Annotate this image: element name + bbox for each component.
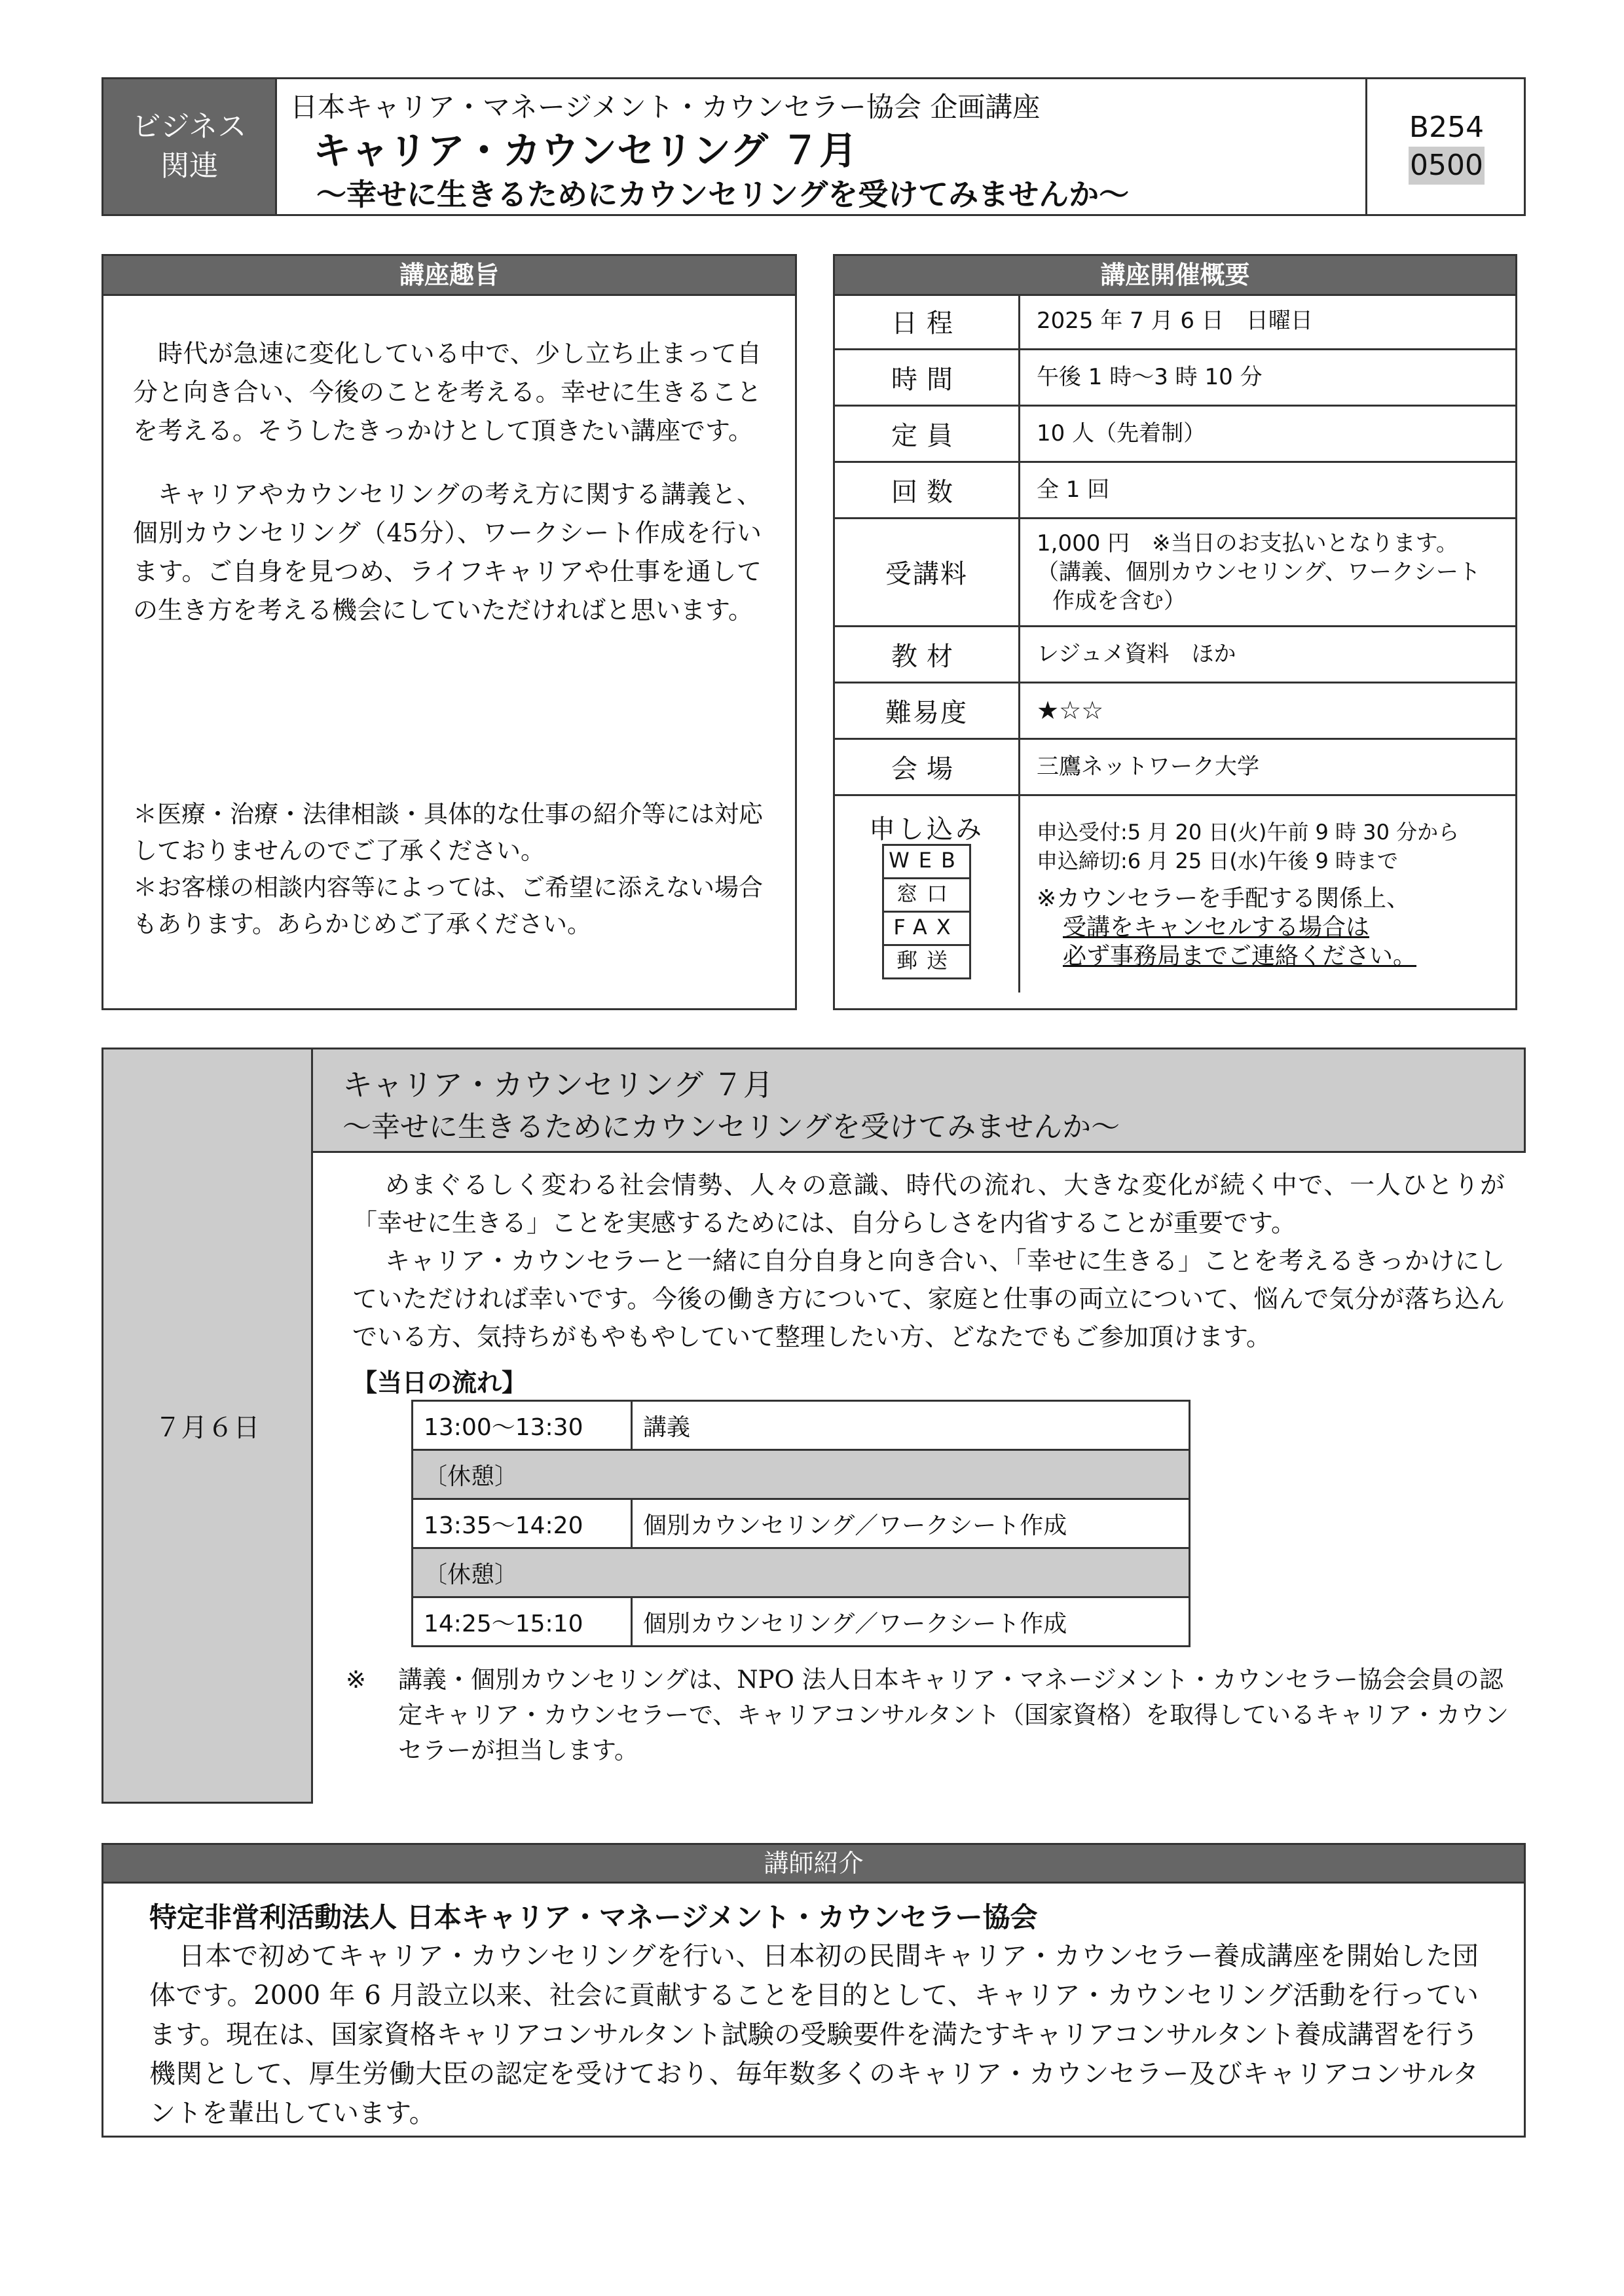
- flow-content: 個別カウンセリング／ワークシート作成: [632, 1597, 1190, 1647]
- apply-methods: [835, 809, 1018, 979]
- apply-end: 申込締切:6 月 25 日(水)午後 9 時まで: [1037, 848, 1399, 873]
- instructor-heading: 講師紹介: [103, 1845, 1524, 1884]
- flow-break: 〔休憩〕: [413, 1450, 1190, 1499]
- purpose-text: [133, 335, 762, 655]
- program-note-mark: ※: [346, 1666, 367, 1694]
- apply-method-web: WEB: [882, 844, 971, 879]
- overview-box: [833, 254, 1517, 1010]
- fee-line-1: 1,000 円 ※当日のお支払いとなります。: [1037, 530, 1458, 556]
- course-header: [101, 77, 1526, 216]
- flow-time: 14:25～15:10: [413, 1597, 632, 1647]
- overview-row-venue: [835, 738, 1515, 795]
- fee-value: [1020, 518, 1516, 626]
- apply-info: [1020, 795, 1516, 993]
- purpose-para-2: キャリアやカウンセリングの考え方に関する講義と、個別カウンセリング（45分）、ワークシート作成を行います。ご自身を見つめ、ライフキャリアや仕事を通しての生き方を考える機会にしていただければと思います。: [133, 480, 762, 625]
- flow-content: 講義: [632, 1401, 1190, 1450]
- program-title-block: [313, 1049, 1526, 1153]
- program-description: [352, 1166, 1505, 1356]
- course-code: [1367, 79, 1526, 214]
- apply-start: 申込受付:5 月 20 日(火)午前 9 時 30 分から: [1037, 819, 1460, 845]
- program-date: ７月６日: [103, 1049, 313, 1802]
- capacity-label: 定員: [835, 405, 1020, 462]
- flow-heading: 【当日の流れ】: [352, 1368, 527, 1397]
- program-body: [313, 1153, 1526, 1804]
- flow-break-row: [413, 1450, 1190, 1499]
- fee-label: 受講料: [835, 518, 1020, 626]
- apply-label: 申し込み: [869, 814, 984, 845]
- flow-row: [413, 1499, 1190, 1548]
- material-value: レジュメ資料 ほか: [1020, 626, 1516, 682]
- program-note: [346, 1662, 1511, 1768]
- sessions-label: 回数: [835, 462, 1020, 518]
- overview-row-sessions: [835, 462, 1515, 518]
- course-title: キャリア・カウンセリング ７月: [313, 128, 858, 173]
- difficulty-label: 難易度: [835, 682, 1020, 738]
- purpose-note-1: ＊医療・治療・法律相談・具体的な仕事の紹介等には対応しておりませんのでご了承ください。: [133, 800, 763, 865]
- flow-time: 13:35～14:20: [413, 1499, 632, 1548]
- program-section: [101, 1048, 1526, 1804]
- overview-row-capacity: [835, 405, 1515, 462]
- purpose-notes: [133, 796, 775, 943]
- instructor-text: 日本で初めてキャリア・カウンセリングを行い、日本初の民間キャリア・カウンセラー養成講座を開始した団体です。2000 年 6 月設立以来、社会に貢献することを目的として、キャリア・カウンセリング活動を行っています。現在は、国家資格キャリアコンサルタント試験の受験要件を満たすキャリアコンサルタント養成講習を行う機関として、厚生労働大臣の認定を受けており、毎年数多くのキャリア・カウンセラー及びキャリアコンサルタントを輩出しています。: [149, 1941, 1479, 2128]
- apply-note-1: ※カウンセラーを手配する関係上、: [1037, 884, 1411, 912]
- date-value: 2025 年 7 月 6 日 日曜日: [1037, 308, 1313, 335]
- apply-cell: [835, 795, 1020, 993]
- category-line1: ビジネス: [132, 110, 247, 143]
- purpose-note-2: ＊お客様の相談内容等によっては、ご希望に添えない場合もあります。あらかじめご了承ください。: [133, 873, 763, 938]
- flow-row: [413, 1597, 1190, 1647]
- difficulty-value: ★☆☆: [1020, 682, 1516, 738]
- category-badge: [103, 79, 277, 214]
- flow-content: 個別カウンセリング／ワークシート作成: [632, 1499, 1190, 1548]
- purpose-para-1: 時代が急速に変化している中で、少し立ち止まって自分と向き合い、今後のことを考える。幸せに生きることを考える。そうしたきっかけとして頂きたい講座です。: [133, 339, 762, 445]
- course-subtitle: ～幸せに生きるためにカウンセリングを受けてみませんか～: [316, 177, 1130, 212]
- time-value: 午後 1 時～3 時 10 分: [1020, 349, 1516, 405]
- flow-table: [411, 1400, 1190, 1647]
- apply-method-counter: 窓口: [882, 877, 971, 913]
- purpose-heading: 講座趣旨: [103, 256, 795, 296]
- flow-row: [413, 1401, 1190, 1450]
- date-label: 日程: [835, 294, 1020, 349]
- overview-heading: 講座開催概要: [835, 256, 1515, 296]
- purpose-box: [101, 254, 797, 1010]
- program-para-2: キャリア・カウンセラーと一緒に自分自身と向き合い、「幸せに生きる」ことを考えるきっかけにしていただければ幸いです。今後の働き方について、家庭と仕事の両立について、悩んで気分が落ち込んでいる方、気持ちがもやもやしていて整理したい方、どなたでもご参加頂けます。: [352, 1247, 1505, 1351]
- sessions-value: 全 1 回: [1020, 462, 1516, 518]
- overview-table: [835, 294, 1515, 993]
- category-line2: 関連: [160, 149, 218, 183]
- program-title: キャリア・カウンセリング ７月: [342, 1067, 773, 1102]
- capacity-value: 10 人（先着制）: [1020, 405, 1516, 462]
- apply-note-3: 必ず事務局までご連絡ください。: [1063, 942, 1417, 970]
- instructor-description: [149, 1937, 1479, 2133]
- fee-line-2: （講義、個別カウンセリング、ワークシート: [1037, 558, 1481, 585]
- course-code-2: 0500: [1409, 147, 1485, 185]
- material-label: 教材: [835, 626, 1020, 682]
- flow-break: 〔休憩〕: [413, 1548, 1190, 1597]
- overview-row-material: [835, 626, 1515, 682]
- overview-row-time: [835, 349, 1515, 405]
- apply-method-mail: 郵送: [882, 944, 971, 979]
- instructor-org: 特定非営利活動法人 日本キャリア・マネージメント・カウンセラー協会: [149, 1901, 1038, 1933]
- overview-row-difficulty: [835, 682, 1515, 738]
- overview-row-fee: [835, 518, 1515, 626]
- time-label: 時間: [835, 349, 1020, 405]
- header-title-block: [277, 79, 1367, 214]
- program-para-1: めまぐるしく変わる社会情勢、人々の意識、時代の流れ、大きな変化が続く中で、一人ひとりが「幸せに生きる」ことを実感するためには、自分らしさを内省することが重要です。: [352, 1171, 1505, 1237]
- program-note-text: 講義・個別カウンセリングは、NPO 法人日本キャリア・マネージメント・カウンセラー協会会員の認定キャリア・カウンセラーで、キャリアコンサルタント（国家資格）を取得しているキャリア・カウンセラーが担当します。: [398, 1666, 1509, 1764]
- venue-label: 会場: [835, 738, 1020, 795]
- fee-line-3: 作成を含む）: [1052, 587, 1186, 614]
- instructor-box: [101, 1843, 1526, 2138]
- flow-break-row: [413, 1548, 1190, 1597]
- flow-time: 13:00～13:30: [413, 1401, 632, 1450]
- course-code-1: B254: [1409, 111, 1485, 144]
- overview-row-date: [835, 294, 1515, 349]
- apply-method-fax: FAX: [882, 911, 971, 946]
- apply-note-2: 受講をキャンセルする場合は: [1063, 913, 1370, 941]
- overview-row-apply: [835, 795, 1515, 993]
- venue-value: 三鷹ネットワーク大学: [1020, 738, 1516, 795]
- organizer-text: 日本キャリア・マネージメント・カウンセラー協会 企画講座: [290, 91, 1041, 123]
- program-subtitle: ～幸せに生きるためにカウンセリングを受けてみませんか～: [342, 1110, 1120, 1144]
